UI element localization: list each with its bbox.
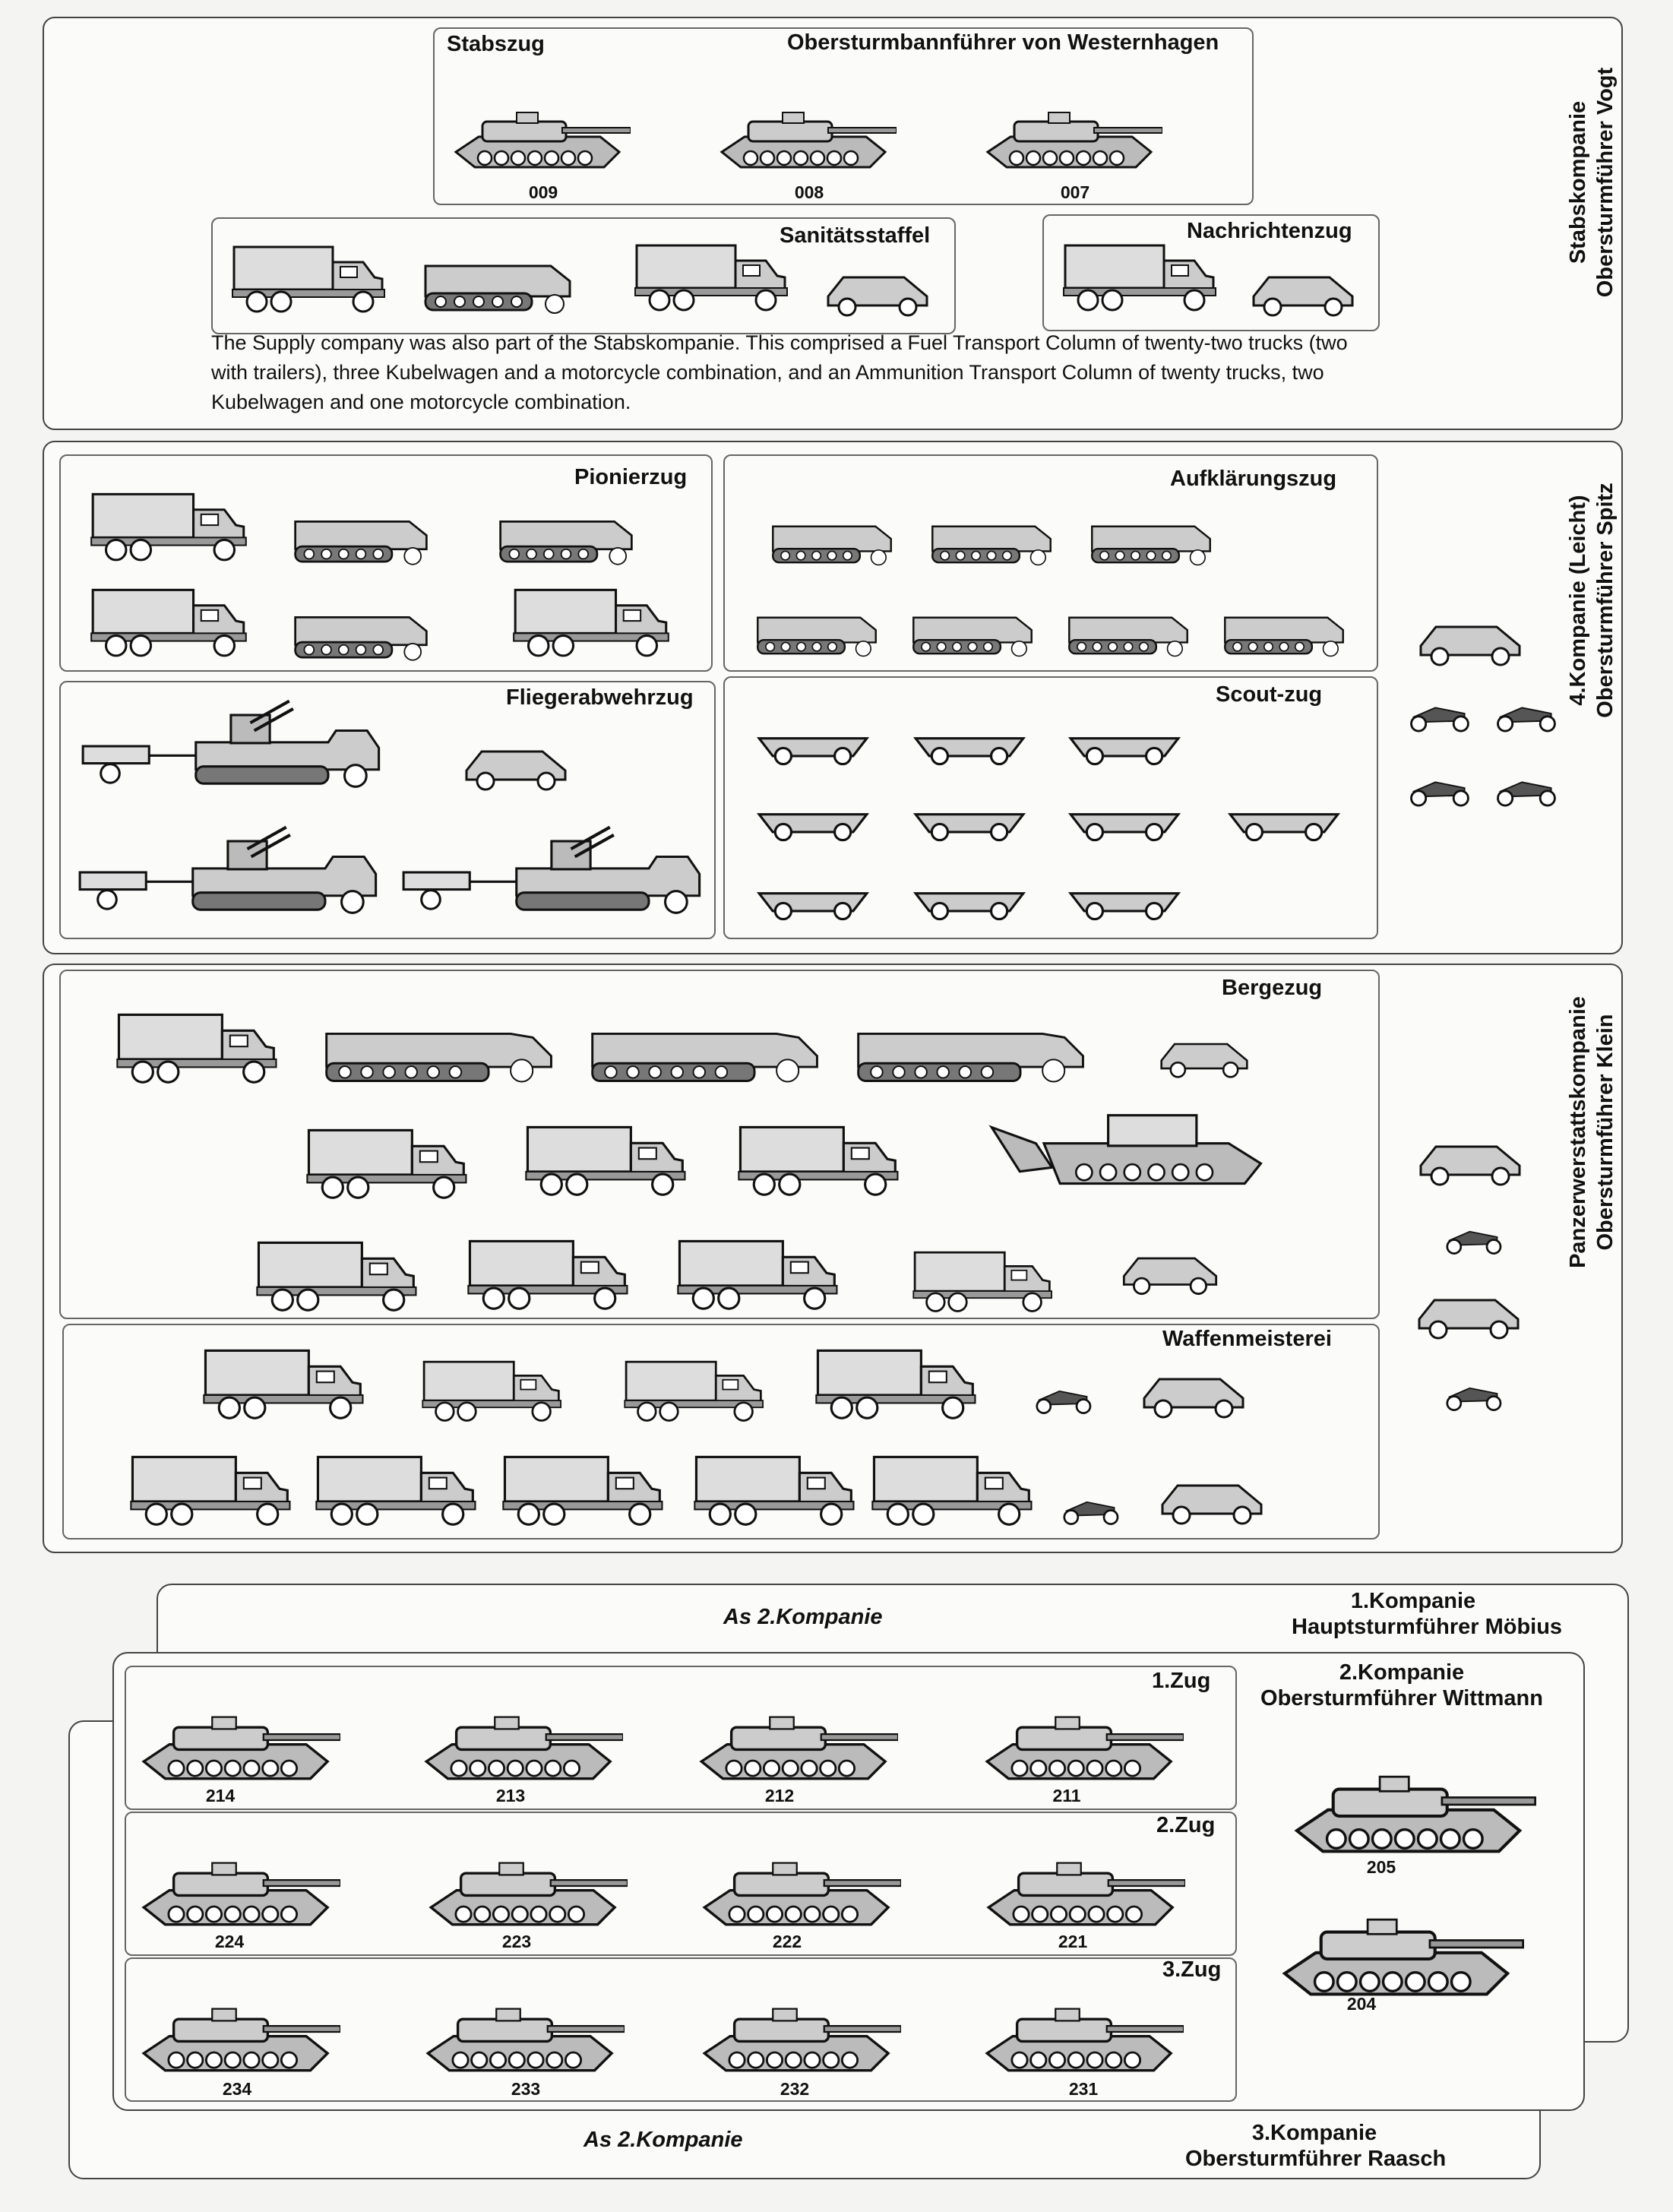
kubelwagen xyxy=(1155,1026,1254,1082)
kubelwagen xyxy=(821,258,935,319)
tank-number: 232 xyxy=(780,2079,810,2099)
commander-label: Obersturmbannführer von Westernhagen xyxy=(787,30,1219,55)
kubelwagen xyxy=(1246,258,1360,319)
workshop-truck xyxy=(111,995,286,1090)
schwimmwagen xyxy=(752,869,874,926)
cargo-truck xyxy=(688,1441,863,1529)
ambulance-truck xyxy=(629,225,796,319)
waffenmeisterei-label: Waffenmeisterei xyxy=(1162,1327,1332,1351)
kubelwagen xyxy=(459,733,573,793)
tiger-tank-204 xyxy=(1273,1891,1524,2005)
stabszug-label: Stabszug xyxy=(447,32,545,56)
tank-number: 212 xyxy=(764,1786,795,1805)
schwimmwagen xyxy=(1064,790,1185,847)
tank-number: 204 xyxy=(1346,1994,1377,2014)
tiger-tank-212 xyxy=(693,1693,898,1787)
flatbed-truck xyxy=(406,1348,580,1424)
schwimmwagen xyxy=(1064,714,1185,771)
tiger-tank-223 xyxy=(422,1839,628,1933)
flak-halftrack-with-trailer xyxy=(79,699,391,793)
kubelwagen xyxy=(1137,1360,1251,1421)
schwimmwagen xyxy=(752,790,874,847)
cargo-truck xyxy=(672,1225,846,1313)
motorcycle xyxy=(1056,1486,1124,1529)
tiger-tank-224 xyxy=(135,1839,340,1933)
pionierzug-label: Pionierzug xyxy=(574,465,688,489)
staff-car xyxy=(1155,1467,1269,1527)
zug3-label: 3.Zug xyxy=(1162,1957,1222,1982)
cargo-truck xyxy=(125,1441,299,1529)
sdkfz251-halftrack xyxy=(274,494,448,570)
kompanie4-title: 4.Kompanie (Leicht) Obersturmführer Spitz xyxy=(1566,483,1618,718)
sanitatsstaffel-label: Sanitätsstaffel xyxy=(780,223,931,248)
kompanie1-as-note: As 2.Kompanie xyxy=(723,1605,883,1629)
flak-halftrack-with-trailer xyxy=(76,825,387,919)
aufklarungszug-label: Aufklärungszug xyxy=(1170,467,1337,491)
staff-car xyxy=(1117,1239,1223,1299)
tank-number: 009 xyxy=(528,182,558,202)
tank-number: 234 xyxy=(222,2079,252,2099)
motorcycle xyxy=(1403,766,1475,810)
supply-note: The Supply company was also part of the Stabskompanie. This comprised a Fuel Transport Column of twenty-two trucks (two with trailers), three Kubelwagen and a motorcycle combination, and an Ammunition Transport Column of twenty trucks, two Kubelwagen and one motorcycle combination. xyxy=(211,331,1348,413)
cargo-truck xyxy=(251,1226,425,1315)
schwimmwagen xyxy=(909,790,1030,847)
cargo-truck xyxy=(497,1441,672,1529)
tank-number: 224 xyxy=(214,1932,245,1951)
cargo-halftrack xyxy=(501,574,684,660)
motorcycle xyxy=(1403,691,1475,736)
radio-truck xyxy=(1058,225,1225,319)
sdkfz251-halftrack xyxy=(274,590,448,666)
tank-number: 213 xyxy=(495,1786,526,1805)
schwimmwagen xyxy=(909,714,1030,771)
sdkfz251-halftrack xyxy=(479,494,653,570)
kompanie3-title: 3.Kompanie Obersturmführer Raasch xyxy=(1185,2121,1447,2171)
tiger-tank-007 xyxy=(980,84,1162,182)
tank-number: 223 xyxy=(501,1932,532,1951)
tiger-tank-231 xyxy=(979,1985,1184,2079)
sdkfz250-halftrack xyxy=(919,502,1064,570)
tiger-tank-232 xyxy=(696,1985,901,2079)
flatbed-truck xyxy=(608,1348,783,1424)
kompanie2-title: 2.Kompanie Obersturmführer Wittmann xyxy=(1260,1660,1543,1710)
cargo-truck xyxy=(198,1334,372,1422)
sdkfz250-halftrack xyxy=(1056,593,1200,661)
workshop-truck xyxy=(520,1108,694,1202)
motorcycle xyxy=(1439,1216,1507,1258)
tank-number: 211 xyxy=(1052,1786,1081,1805)
motorcycle xyxy=(1029,1375,1097,1418)
motorcycle xyxy=(1439,1372,1507,1415)
sdkfz250-halftrack xyxy=(900,593,1045,661)
zug2-label: 2.Zug xyxy=(1156,1813,1216,1837)
schwimmwagen xyxy=(1064,869,1185,926)
workshop-truck xyxy=(301,1111,476,1205)
cargo-halftrack xyxy=(79,574,261,660)
sdkfz250-halftrack xyxy=(745,593,889,661)
cargo-truck xyxy=(310,1441,485,1529)
tiger-tank-233 xyxy=(419,1985,625,2079)
kompanie3-as-note: As 2.Kompanie xyxy=(583,2128,743,2152)
sdkfz250-halftrack xyxy=(1079,502,1223,570)
cargo-truck xyxy=(810,1334,985,1422)
workshop-truck xyxy=(732,1108,907,1202)
kompanie1-title: 1.Kompanie Hauptsturmführer Möbius xyxy=(1292,1589,1563,1639)
tank-number: 205 xyxy=(1366,1857,1396,1877)
sdkfz250-halftrack xyxy=(760,502,904,570)
bergezug-label: Bergezug xyxy=(1222,976,1323,1000)
schwimmwagen xyxy=(1223,790,1345,847)
flatbed-truck xyxy=(897,1239,1071,1315)
tiger-tank-009 xyxy=(448,84,631,182)
kubelwagen xyxy=(1413,608,1527,669)
motorcycle xyxy=(1489,691,1562,736)
tiger-tank-221 xyxy=(980,1839,1185,1933)
tiger-tank-008 xyxy=(714,84,897,182)
tank-number: 231 xyxy=(1068,2079,1099,2099)
recovery-halftrack xyxy=(319,1003,562,1087)
tank-number: 007 xyxy=(1060,182,1090,202)
tank-number: 233 xyxy=(511,2079,541,2099)
sdkfz250-halftrack xyxy=(1212,593,1356,661)
flak-halftrack-with-trailer xyxy=(400,825,711,919)
ambulance-halftrack xyxy=(410,236,585,319)
fliegerabwehrzug-label: Fliegerabwehrzug xyxy=(506,685,694,710)
werkstatt-title: Panzerwerstattskompanie Obersturmführer Klein xyxy=(1566,996,1618,1268)
tiger-tank-222 xyxy=(696,1839,901,1933)
tiger-tank-234 xyxy=(135,1985,340,2079)
cargo-halftrack xyxy=(79,479,261,564)
cargo-truck xyxy=(226,228,394,319)
tank-number: 214 xyxy=(205,1786,236,1805)
tiger-tank-214 xyxy=(135,1693,340,1787)
stabskompanie-title: Stabskompanie Obersturmführer Vogt xyxy=(1566,67,1618,298)
staff-car xyxy=(1412,1280,1526,1343)
kubelwagen xyxy=(1413,1128,1527,1188)
cargo-truck xyxy=(462,1225,637,1313)
scoutzug-label: Scout-zug xyxy=(1216,682,1323,707)
recovery-halftrack xyxy=(585,1003,828,1087)
motorcycle xyxy=(1489,766,1562,810)
zug1-label: 1.Zug xyxy=(1152,1669,1211,1693)
recovery-halftrack xyxy=(851,1003,1094,1087)
nachrichtenzug-label: Nachrichtenzug xyxy=(1187,219,1352,243)
schwimmwagen xyxy=(909,869,1030,926)
schwimmwagen xyxy=(752,714,874,771)
cargo-truck xyxy=(866,1441,1041,1529)
tank-number: 221 xyxy=(1058,1932,1088,1951)
tiger-tank-213 xyxy=(418,1693,623,1787)
tiger-tank-205 xyxy=(1286,1748,1536,1862)
tank-number: 008 xyxy=(794,182,824,202)
tank-number: 222 xyxy=(772,1932,802,1951)
tiger-tank-211 xyxy=(979,1693,1184,1787)
bergepanther xyxy=(988,1094,1269,1201)
